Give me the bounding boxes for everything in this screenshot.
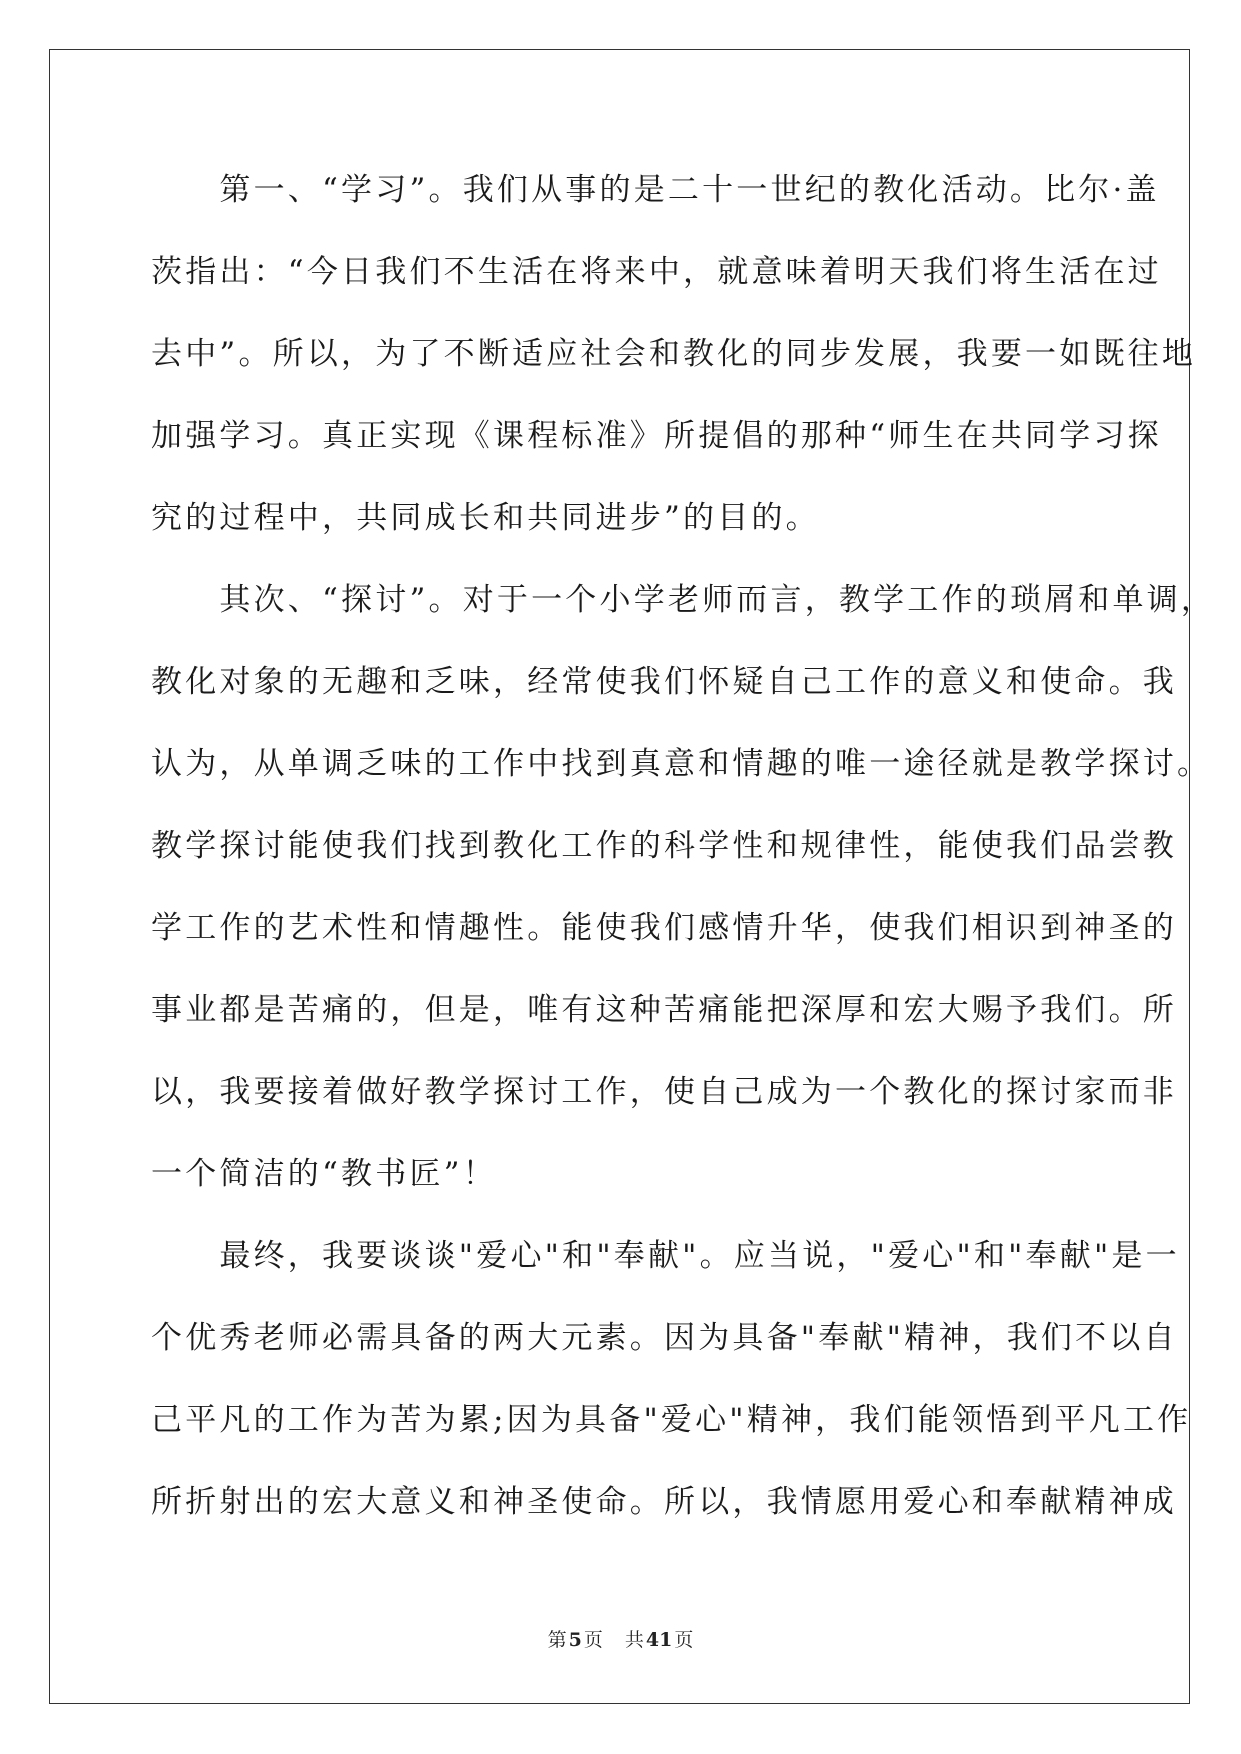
total-suffix: 页 — [674, 1629, 694, 1651]
text-line: 己平凡的工作为苦为累;因为具备"爱心"精神，我们能领悟到平凡工作 — [151, 1402, 1192, 1438]
text-line: 去中”。所以，为了不断适应社会和教化的同步发展，我要一如既往地 — [151, 336, 1197, 372]
total-prefix: 共 — [624, 1629, 644, 1651]
page-suffix: 页 — [583, 1629, 603, 1651]
page-prefix: 第 — [547, 1629, 567, 1651]
text-line: 第一、“学习”。我们从事的是二十一世纪的教化活动。比尔·盖 — [151, 172, 1160, 208]
document-body — [151, 165, 1216, 1559]
page-number: 5 — [568, 1629, 582, 1651]
text-line: 所折射出的宏大意义和神圣使命。所以，我情愿用爱心和奉献精神成 — [151, 1484, 1177, 1520]
text-line: 最终，我要谈谈"爱心"和"奉献"。应当说，"爱心"和"奉献"是一 — [151, 1238, 1180, 1274]
text-line: 以，我要接着做好教学探讨工作，使自己成为一个教化的探讨家而非 — [151, 1074, 1177, 1110]
text-line: 个优秀老师必需具备的两大元素。因为具备"奉献"精神，我们不以自 — [151, 1320, 1178, 1356]
text-line: 学工作的艺术性和情趣性。能使我们感情升华，使我们相识到神圣的 — [151, 910, 1177, 946]
text-line: 认为，从单调乏味的工作中找到真意和情趣的唯一途径就是教学探讨。 — [151, 746, 1212, 782]
text-line: 茨指出：“今日我们不生活在将来中，就意味着明天我们将生活在过 — [151, 254, 1162, 290]
text-line: 加强学习。真正实现《课程标准》所提倡的那种“师生在共同学习探 — [151, 418, 1162, 454]
text-line: 一个简洁的“教书匠”！ — [151, 1156, 497, 1192]
text-line: 事业都是苦痛的，但是，唯有这种苦痛能把深厚和宏大赐予我们。所 — [151, 992, 1177, 1028]
text-line: 教化对象的无趣和乏味，经常使我们怀疑自己工作的意义和使命。我 — [151, 664, 1177, 700]
page-footer — [0, 1625, 1241, 1652]
total-pages: 41 — [645, 1629, 673, 1651]
text-line: 教学探讨能使我们找到教化工作的科学性和规律性，能使我们品尝教 — [151, 828, 1177, 864]
text-line: 究的过程中，共同成长和共同进步”的目的。 — [151, 500, 820, 536]
text-line: 其次、“探讨”。对于一个小学老师而言，教学工作的琐屑和单调， — [151, 582, 1216, 618]
